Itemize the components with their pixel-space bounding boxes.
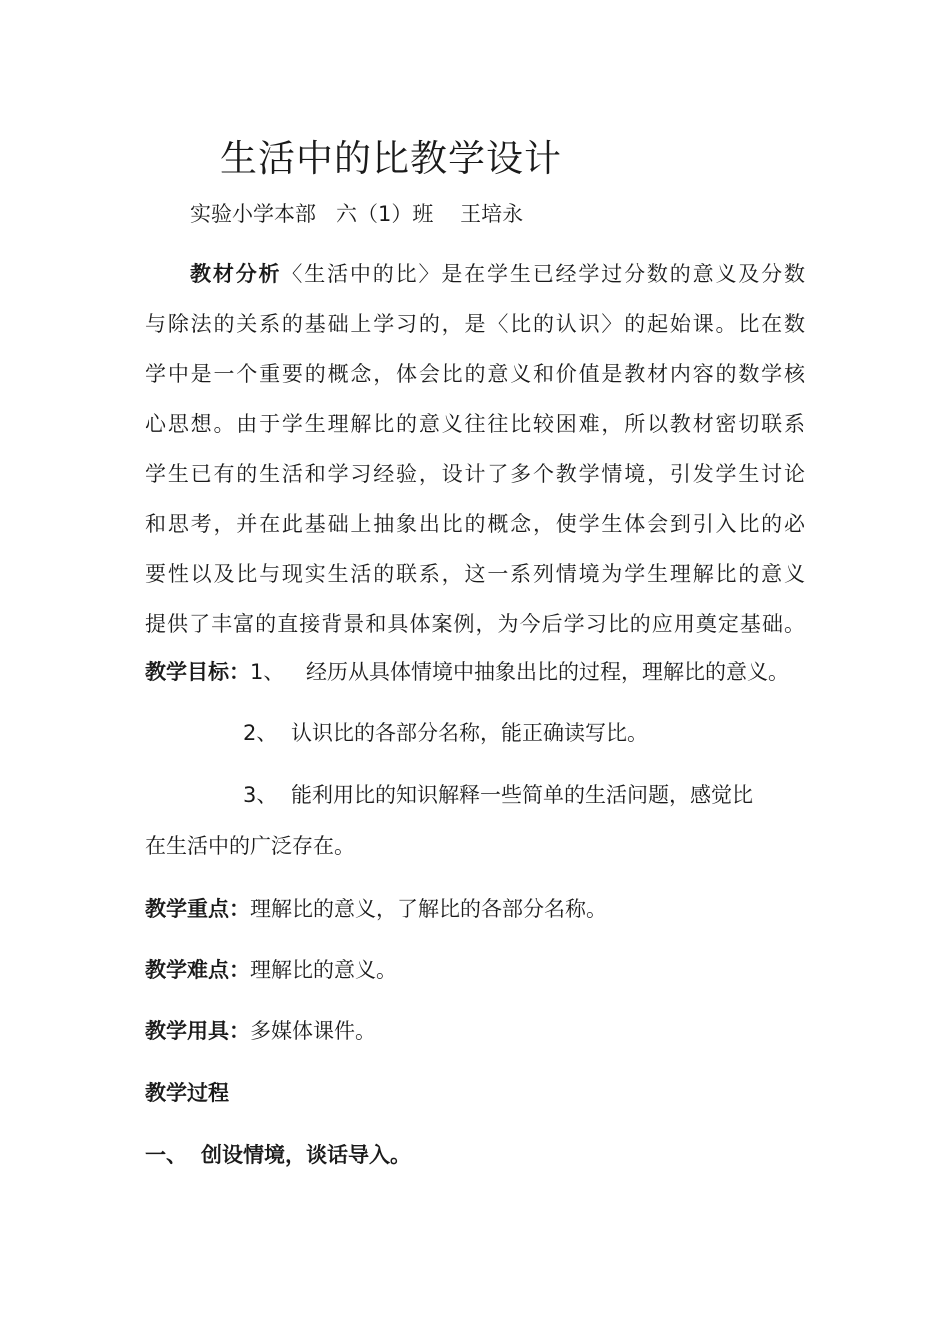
objective-3-continued: 在生活中的广泛存在。 xyxy=(145,834,355,858)
byline: 实验小学本部 六（1）班 王培永 xyxy=(190,202,524,226)
key-point-label: 教学重点： xyxy=(145,897,250,921)
analysis-line-7: 要性以及比与现实生活的联系，这一系列情境为学生理解比的意义 xyxy=(145,562,805,586)
analysis-line-8: 提供了丰富的直接背景和具体案例，为今后学习比的应用奠定基础。 xyxy=(145,612,805,636)
objective-1: 教学目标：1、 经历从具体情境中抽象出比的过程，理解比的意义。 xyxy=(145,660,789,684)
analysis-line-5: 学生已有的生活和学习经验，设计了多个教学情境，引发学生讨论 xyxy=(145,462,805,486)
difficulty: 教学难点：理解比的意义。 xyxy=(145,958,397,982)
analysis-line-1: 教材分析〈生活中的比〉是在学生已经学过分数的意义及分数 xyxy=(190,262,806,286)
objective-2: 2、 认识比的各部分名称，能正确读写比。 xyxy=(243,721,648,745)
tools: 教学用具：多媒体课件。 xyxy=(145,1019,376,1043)
analysis-line-3: 学中是一个重要的概念，体会比的意义和价值是教材内容的数学核 xyxy=(145,362,805,386)
objectives-label: 教学目标： xyxy=(145,660,250,684)
analysis-line-4: 心思想。由于学生理解比的意义往往比较困难，所以教材密切联系 xyxy=(145,412,805,436)
difficulty-label: 教学难点： xyxy=(145,958,250,982)
tools-label: 教学用具： xyxy=(145,1019,250,1043)
page-title: 生活中的比教学设计 xyxy=(220,137,562,180)
section-1-heading: 一、 创设情境，谈话导入。 xyxy=(145,1143,411,1167)
analysis-line-6: 和思考，并在此基础上抽象出比的概念，使学生体会到引入比的必 xyxy=(145,512,805,536)
analysis-label: 教材分析 xyxy=(190,262,282,286)
analysis-line-2: 与除法的关系的基础上学习的，是〈比的认识〉的起始课。比在数 xyxy=(145,312,805,336)
key-point: 教学重点：理解比的意义，了解比的各部分名称。 xyxy=(145,897,607,921)
process-heading: 教学过程 xyxy=(145,1081,229,1105)
objective-3: 3、 能利用比的知识解释一些简单的生活问题，感觉比 xyxy=(243,783,753,807)
